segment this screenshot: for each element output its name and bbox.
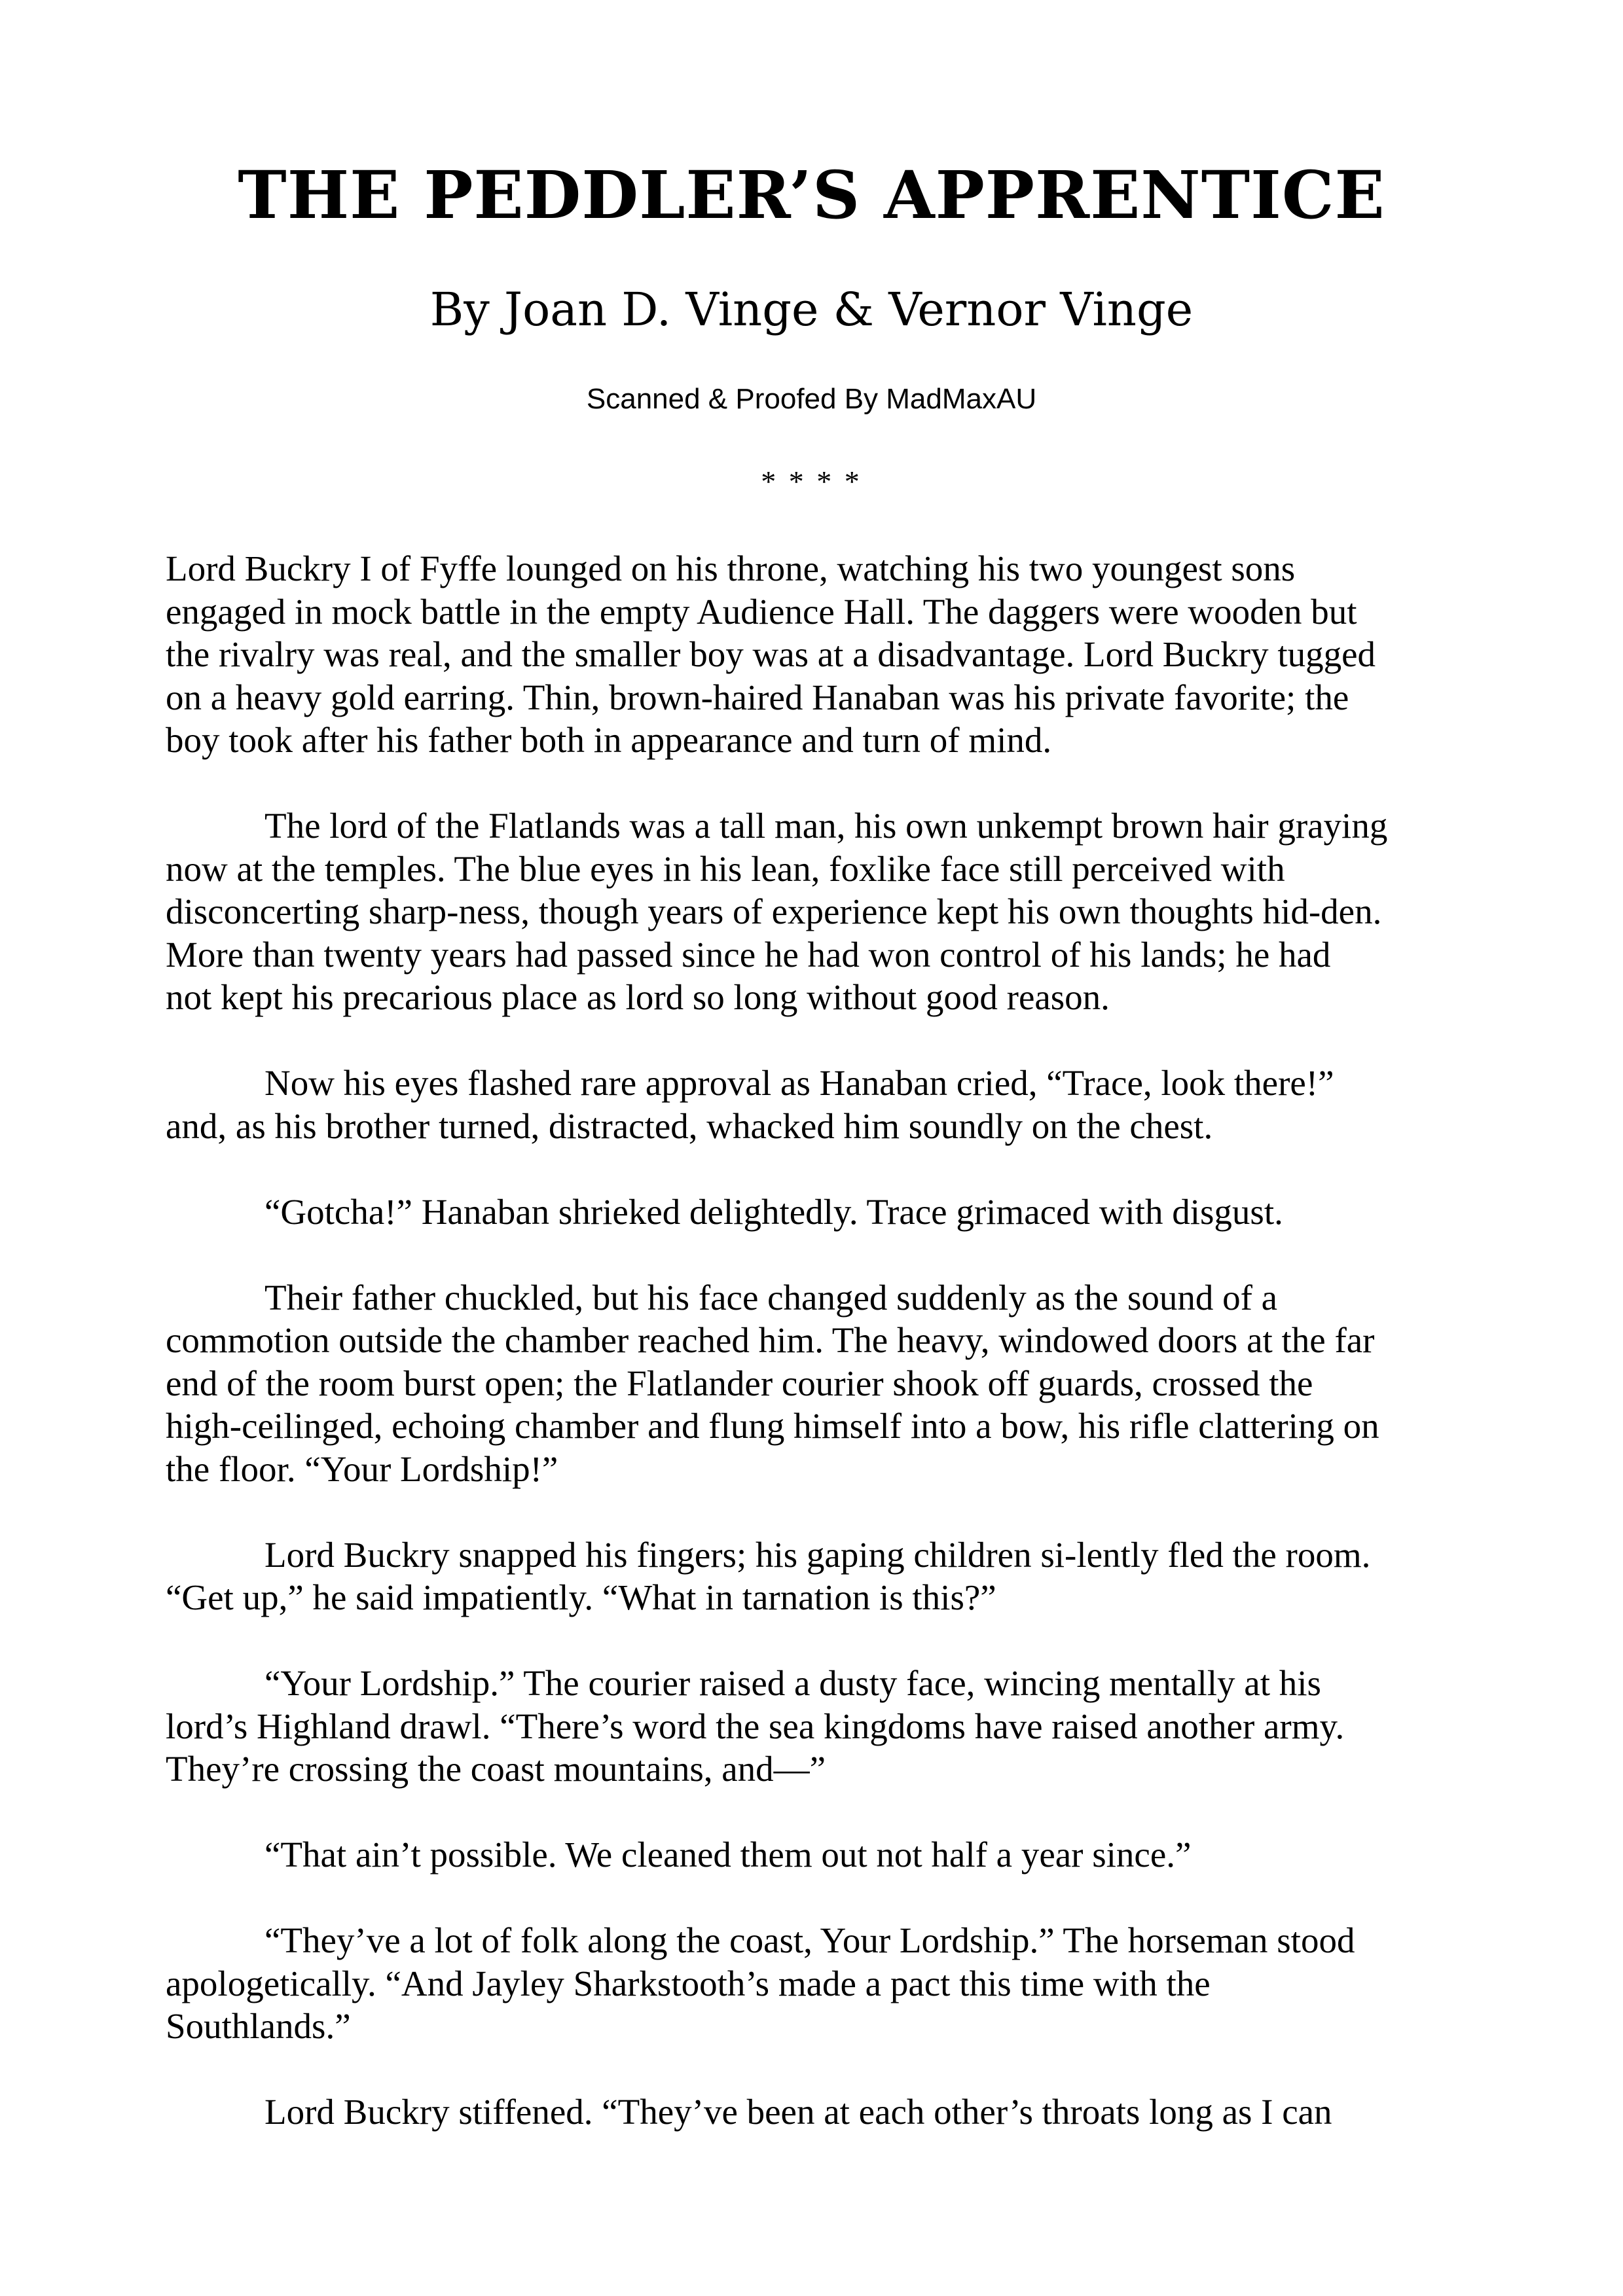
text-line: commotion outside the chamber reached him. The heavy, windowed doors at the far <box>166 1320 1375 1360</box>
text-line: “Get up,” he said impatiently. “What in tarnation is this?” <box>166 1577 996 1617</box>
text-line: “They’ve a lot of folk along the coast, Your Lordship.” The horseman stood <box>264 1920 1355 1960</box>
paragraph <box>166 1191 1475 1234</box>
text-line: the rivalry was real, and the smaller boy was at a disadvantage. Lord Buckry tugged <box>166 634 1376 674</box>
text-line: on a heavy gold earring. Thin, brown-haired Hanaban was his private favorite; the <box>166 677 1349 717</box>
text-line: Lord Buckry snapped his fingers; his gaping children si-lently fled the room. <box>264 1534 1371 1575</box>
paragraph <box>166 2090 1475 2134</box>
section-separator: * * * * <box>761 465 862 498</box>
paragraph <box>166 1662 1475 1791</box>
document-title: THE PEDDLER’S APPRENTICE <box>238 156 1385 234</box>
text-line: the floor. “Your Lordship!” <box>166 1448 558 1489</box>
scan-credit: Scanned & Proofed By MadMaxAU <box>586 383 1037 415</box>
text-line: disconcerting sharp-ness, though years of experience kept his own thoughts hid-den. <box>166 891 1382 931</box>
text-line: The lord of the Flatlands was a tall man, his own unkempt brown hair graying <box>264 806 1388 846</box>
text-line: Their father chuckled, but his face changed suddenly as the sound of a <box>264 1277 1278 1318</box>
text-line: Southlands.” <box>166 2006 351 2046</box>
paragraph <box>166 1919 1475 2048</box>
text-line: “Your Lordship.” The courier raised a dusty face, wincing mentally at his <box>264 1663 1321 1703</box>
text-line: end of the room burst open; the Flatlander courier shook off guards, crossed the <box>166 1363 1313 1403</box>
text-line: engaged in mock battle in the empty Audience Hall. The daggers were wooden but <box>166 591 1357 632</box>
paragraph <box>166 804 1475 1019</box>
paragraph <box>166 1833 1475 1876</box>
text-line: boy took after his father both in appearance and turn of mind. <box>166 720 1052 760</box>
text-line: not kept his precarious place as lord so long without good reason. <box>166 977 1110 1017</box>
story-body <box>166 547 1475 2176</box>
text-line: and, as his brother turned, distracted, whacked him soundly on the chest. <box>166 1105 1213 1146</box>
text-line: “Gotcha!” Hanaban shrieked delightedly. Trace grimaced with disgust. <box>264 1191 1283 1232</box>
text-line: apologetically. “And Jayley Sharkstooth’s made a pact this time with the <box>166 1963 1211 2003</box>
text-line: Lord Buckry stiffened. “They’ve been at each other’s throats long as I can <box>264 2092 1332 2132</box>
text-line: Lord Buckry I of Fyffe lounged on his throne, watching his two youngest sons <box>166 548 1296 588</box>
text-line: lord’s Highland drawl. “There’s word the sea kingdoms have raised another army. <box>166 1706 1345 1746</box>
text-line: high-ceilinged, echoing chamber and flung himself into a bow, his rifle clattering on <box>166 1406 1379 1446</box>
text-line: They’re crossing the coast mountains, and—” <box>166 1749 826 1789</box>
paragraph <box>166 1062 1475 1147</box>
text-line: Now his eyes flashed rare approval as Hanaban cried, “Trace, look there!” <box>264 1063 1334 1103</box>
text-line: More than twenty years had passed since he had won control of his lands; he had <box>166 934 1331 975</box>
author-byline: By Joan D. Vinge & Vernor Vinge <box>429 283 1194 336</box>
paragraph <box>166 1534 1475 1619</box>
text-line: “That ain’t possible. We cleaned them out not half a year since.” <box>264 1835 1192 1874</box>
text-line: now at the temples. The blue eyes in his lean, foxlike face still perceived with <box>166 848 1285 889</box>
paragraph <box>166 547 1475 762</box>
paragraph <box>166 1276 1475 1491</box>
